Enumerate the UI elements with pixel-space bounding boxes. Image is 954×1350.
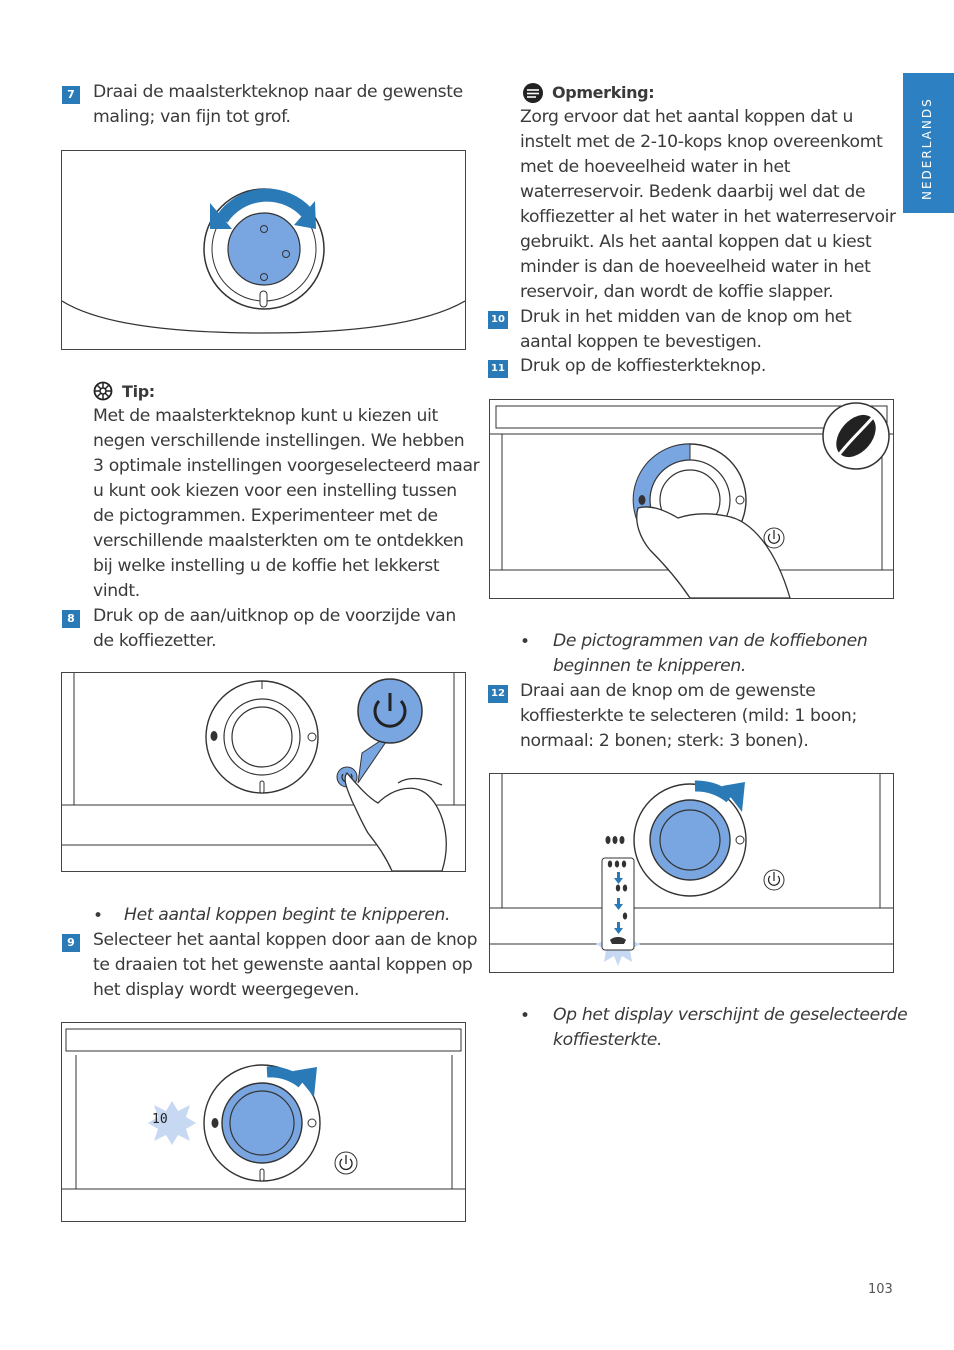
figure-strength-button [489, 399, 894, 599]
note-line-5: koffiezetter al het water in het waterreservoir [520, 207, 896, 227]
step-12-badge: 12 [488, 685, 508, 703]
bean-icon [212, 1118, 219, 1128]
power-icon [335, 1152, 357, 1174]
bean-icon [639, 495, 646, 505]
tip-line-1: Met de maalsterkteknop kunt u kiezen uit [93, 406, 438, 426]
step-9-line-1: Selecteer het aantal koppen door aan de knop [93, 930, 478, 950]
figure-strength-selection [489, 773, 894, 973]
step-7-line-1: Draai de maalsterkteknop naar de gewenste [93, 82, 463, 102]
tip-line-3: 3 optimale instellingen voorgeselecteerd maar [93, 456, 480, 476]
power-icon [764, 870, 784, 890]
note-line-7: minder is dan de hoeveelheid water in het [520, 257, 871, 277]
note-line-3: met de hoeveelheid water in het [520, 157, 791, 177]
step-12-line-3: normaal: 2 bonen; sterk: 3 bonen). [520, 731, 809, 751]
step-11-badge: 11 [488, 360, 508, 378]
bean-icon [211, 731, 218, 741]
tip-line-7: bij welke instelling u de koffie het lekkerst [93, 556, 440, 576]
page-number: 103 [868, 1282, 893, 1297]
bullet-2-line-2: beginnen te knipperen. [553, 656, 746, 676]
tip-line-8: vindt. [93, 581, 140, 601]
bullet-3-line-1: Op het display verschijnt de geselecteerde [553, 1005, 908, 1025]
figure-grind-knob [61, 150, 466, 350]
step-12-line-2: koffiesterkte te selecteren (mild: 1 boon; [520, 706, 857, 726]
tip-line-2: negen verschillende instellingen. We hebben [93, 431, 465, 451]
step-9-line-2: te draaien tot het gewenste aantal koppen op [93, 955, 473, 975]
tip-line-6: verschillende maalsterkten om te ontdekken [93, 531, 464, 551]
note-line-1: Zorg ervoor dat het aantal koppen dat u [520, 107, 854, 127]
bullet-mark-3: • [520, 1006, 531, 1026]
step-10-badge: 10 [488, 311, 508, 329]
hand-icon [637, 507, 790, 598]
bullet-2-line-1: De pictogrammen van de koffiebonen [553, 631, 868, 651]
step-9-line-3: het display wordt weergegeven. [93, 980, 360, 1000]
tip-gear-icon [93, 381, 113, 401]
language-tab-label: NEDERLANDS [920, 97, 934, 200]
step-7-badge: 7 [62, 86, 80, 104]
figure-power-button [61, 672, 466, 872]
hand-icon [345, 773, 446, 871]
note-line-8: reservoir, dan wordt de koffie slapper. [520, 282, 834, 302]
bullet-mark-2: • [520, 632, 531, 652]
step-8-line-2: de koffiezetter. [93, 631, 217, 651]
step-7-line-2: maling; van fijn tot grof. [93, 107, 291, 127]
language-tab [903, 73, 954, 213]
bullet-mark-1: • [93, 906, 104, 926]
note-line-2: instelt met de 2-10-kops knop overeenkomt [520, 132, 883, 152]
power-icon [337, 679, 422, 787]
bullet-text-1: Het aantal koppen begint te knipperen. [124, 905, 451, 925]
cup-count-display: 10 [152, 1112, 168, 1127]
note-icon [522, 82, 544, 104]
step-8-badge: 8 [62, 610, 80, 628]
tip-line-5: de pictogrammen. Experimenteer met de [93, 506, 438, 526]
power-icon [764, 528, 784, 548]
step-10-line-2: aantal koppen te bevestigen. [520, 332, 762, 352]
tip-line-4: u kunt ook kiezen voor een instelling tussen [93, 481, 457, 501]
step-11-line-1: Druk op de koffiesterkteknop. [520, 356, 766, 376]
bean-icon [606, 836, 625, 844]
figure-cup-selection [61, 1022, 466, 1222]
bullet-3-line-2: koffiesterkte. [553, 1030, 663, 1050]
note-line-6: gebruikt. Als het aantal koppen dat u kiest [520, 232, 872, 252]
step-10-line-1: Druk in het midden van de knop om het [520, 307, 852, 327]
step-9-badge: 9 [62, 934, 80, 952]
note-line-4: waterreservoir. Bedenk daarbij wel dat de [520, 182, 866, 202]
tip-heading: Tip: [122, 382, 155, 401]
bean-icon [823, 403, 889, 469]
note-heading: Opmerking: [552, 83, 655, 102]
step-8-line-1: Druk op de aan/uitknop op de voorzijde van [93, 606, 456, 626]
step-12-line-1: Draai aan de knop om de gewenste [520, 681, 816, 701]
